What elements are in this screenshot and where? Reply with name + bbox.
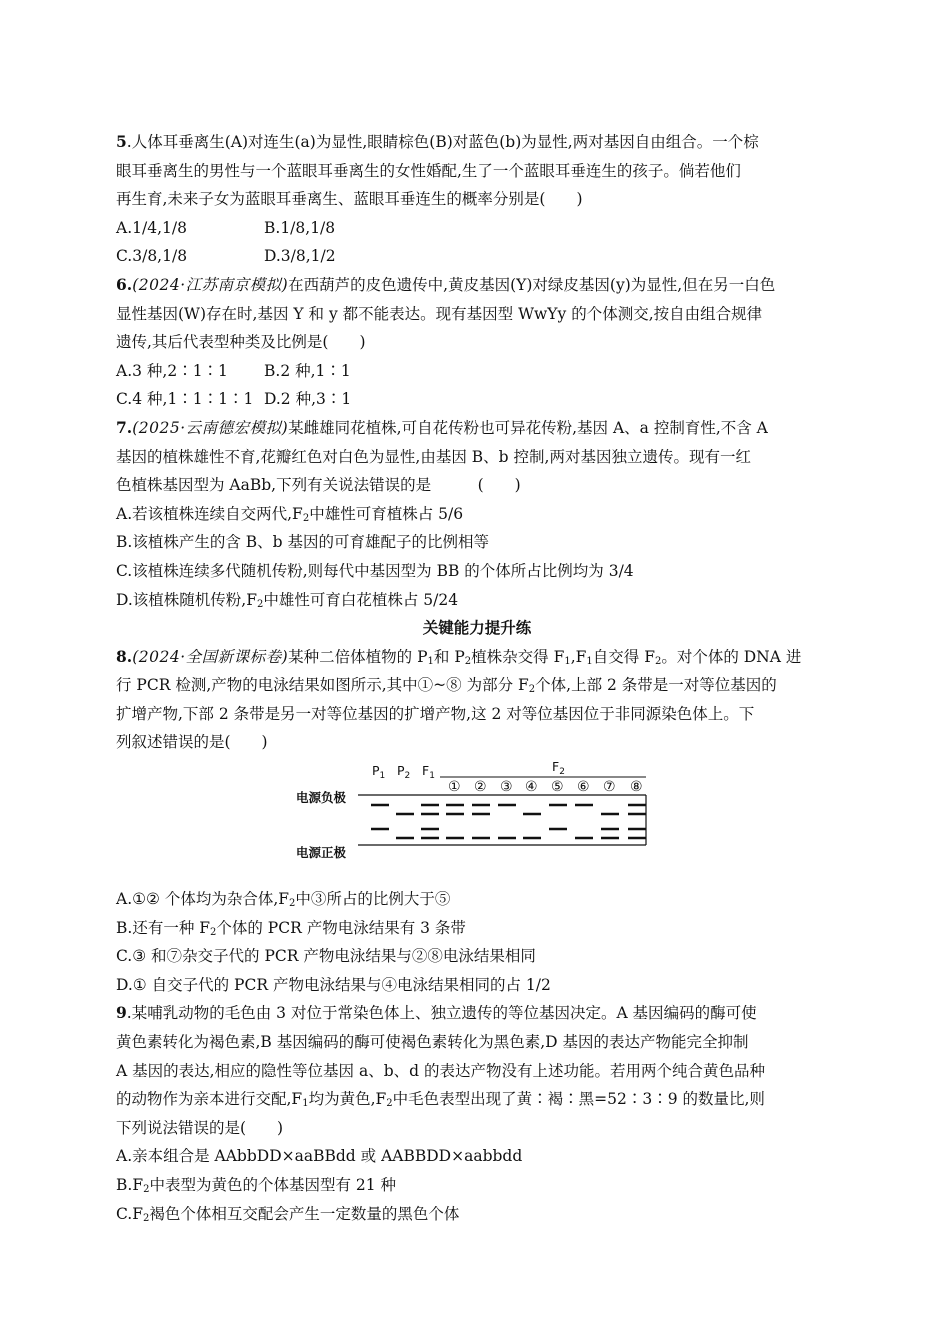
question-text: A 基因的表达,相应的隐性等位基因 a、b、d 的表达产物没有上述功能。若用两个纯合黄色品种 xyxy=(116,1061,765,1080)
question-text: 眼耳垂离生的男性与一个蓝眼耳垂离生的女性婚配,生了一个蓝眼耳垂连生的孩子。倘若他们 xyxy=(116,161,741,180)
option-d: D.① 自交子代的 PCR 产物电泳结果与④电泳结果相同的占 1/2 xyxy=(116,975,551,994)
question-6: 6.(2024·江苏南京模拟)在西葫芦的皮色遗传中,黄皮基因(Y)对绿皮基因(y)为显性,但在另一白色 显性基因(W)存在时,基因 Y 和 y 都不能表达。现有基因型 WwYy 的个体测交,按自由组合规律 遗传,其后代表型种类及比例是( ) A.3 种,2∶1∶1 B.2 种,1∶1 C.4 种,1∶1∶1∶1 D.2 种,3∶1 xyxy=(116,271,838,414)
question-text: 下列说法错误的是( ) xyxy=(116,1118,284,1137)
question-text: 8.(2024·全国新课标卷)某种二倍体植物的 $P_1$和 $P_2$植株杂交得 $F_1,F_1$自交得 $F_2$。对个体的 DNA 进 xyxy=(116,646,802,667)
question-number: 9 xyxy=(116,1003,127,1023)
question-5 xyxy=(116,128,838,271)
label-p1: $P_1$ xyxy=(372,763,386,782)
question-text: 行 PCR 检测,产物的电泳结果如图所示,其中①~⑧ 为部分 $F_2$个体,上部 2 条带是一对等位基因的 xyxy=(116,676,777,696)
question-source: (2024·江苏南京模拟) xyxy=(132,275,289,294)
question-text: 某雌雄同花植株,可自花传粉也可异花传粉,基因 A、a 控制育性,不含 A xyxy=(288,418,768,437)
option-b: B.1/8,1/8 xyxy=(264,218,336,237)
question-number: 5 xyxy=(116,132,127,151)
negative-electrode-label: 电源负极 xyxy=(296,790,347,806)
question-9 xyxy=(116,999,838,1228)
option-c: C.4 种,1∶1∶1∶1 xyxy=(116,390,254,409)
option-a: A.3 种,2∶1∶1 xyxy=(116,361,228,380)
question-text: 列叙述错误的是( ) xyxy=(116,733,268,752)
option-a: A.1/4,1/8 xyxy=(116,218,187,237)
option-a: A.①② 个体均为杂合体$,F_2$中③所占的比例大于⑤ xyxy=(116,890,451,910)
individual-label: ① xyxy=(448,779,461,796)
question-text: 基因的植株雄性不育,花瓣红色对白色为显性,由基因 B、b 控制,两对基因独立遗传。现有一红 xyxy=(116,447,751,466)
question-text: 色植株基因型为 AaBb,下列有关说法错误的是 ( ) xyxy=(116,476,521,495)
option-c: $C.F_2$褐色个体相互交配会产生一定数量的黑色个体 xyxy=(116,1204,460,1224)
question-number: 6 xyxy=(116,274,127,294)
option-b: B.2 种,1∶1 xyxy=(264,361,351,380)
individual-label: ⑤ xyxy=(551,779,564,796)
question-text: 再生育,未来子女为蓝眼耳垂离生、蓝眼耳垂连生的概率分别是( ) xyxy=(116,190,583,209)
option-a: A.若该植株连续自交两代$,F_2$中雄性可育植株占 5/6 xyxy=(116,504,464,524)
section-title: 关键能力提升练 xyxy=(422,618,532,638)
question-text: .某哺乳动物的毛色由 3 对位于常染色体上、独立遗传的等位基因决定。A 基因编码的酶可使 xyxy=(126,1004,757,1023)
label-f1: $F_1$ xyxy=(422,763,435,782)
question-text: 显性基因(W)存在时,基因 Y 和 y 都不能表达。现有基因型 WwYy 的个体测交,按自由组合规律 xyxy=(116,304,763,323)
question-source: (2025·云南德宏模拟) xyxy=(132,418,289,437)
option-b: $B.F_2$中表型为黄色的个体基因型有 21 种 xyxy=(116,1176,397,1195)
option-d: D.该植株随机传粉$,F_2$中雄性可育白花植株占 5/24 xyxy=(116,590,459,610)
individual-label: ⑦ xyxy=(603,779,616,796)
question-text: 黄色素转化为褐色素,B 基因编码的酶可使褐色素转化为黑色素,D 基因的表达产物能完全抑制 xyxy=(116,1033,749,1052)
individual-label: ⑥ xyxy=(577,779,590,796)
label-f2: $F_2$ xyxy=(552,759,565,778)
question-text: .人体耳垂离生(A)对连生(a)为显性,眼睛棕色(B)对蓝色(b)为显性,两对基因自由组合。一个棕 xyxy=(126,133,759,151)
option-c: C.③ 和⑦杂交子代的 PCR 产物电泳结果与②⑧电泳结果相同 xyxy=(116,947,536,966)
option-b: B.还有一种 $F_2$个体的 PCR 产物电泳结果有 3 条带 xyxy=(116,918,466,938)
individual-label: ② xyxy=(474,779,487,796)
question-text: 扩增产物,下部 2 条带是另一对等位基因的扩增产物,这 2 对等位基因位于非同源染色体上。下 xyxy=(116,704,755,723)
question-number: 8 xyxy=(116,646,127,666)
page xyxy=(116,128,838,1228)
question-source: (2024·全国新课标卷) xyxy=(132,647,289,666)
option-b: B.该植株产生的含 B、b 基因的可育雄配子的比例相等 xyxy=(116,533,489,552)
individual-label: ④ xyxy=(525,779,538,796)
option-a: A.亲本组合是 AAbbDD×aaBBdd 或 AABBDD×aabbdd xyxy=(116,1147,523,1166)
individual-label: ⑧ xyxy=(630,779,643,796)
question-number: 7 xyxy=(116,417,127,437)
electrophoresis-figure xyxy=(116,757,838,885)
question-text: 遗传,其后代表型种类及比例是( ) xyxy=(116,333,366,352)
label-p2: $P_2$ xyxy=(397,763,411,782)
individual-label: ③ xyxy=(500,779,513,796)
positive-electrode-label: 电源正极 xyxy=(296,845,347,861)
question-7: 7.(2025·云南德宏模拟)某雌雄同花植株,可自花传粉也可异花传粉,基因 A、a 控制育性,不含 A 基因的植株雄性不育,花瓣红色对白色为显性,由基因 B、b 控制,两对基因独立遗传。现有一红 色植株基因型为 AaBb,下列有关说法错误的是 ( ) A.若该植株连续自交两代$,F_2$中雄性可育植株占 5/6 B.该植株产生的含 B、b 基因的可育雄配子的比例相等 C.该植株连续多代随机传粉,则每代中基因型为 BB 的个体所占比例均为 3/4 D.该植株随机传粉$,F_2$中雄性可育白花植株占 5/24 xyxy=(116,414,838,614)
electrophoresis-diagram xyxy=(294,757,774,885)
option-c: C.3/8,1/8 xyxy=(116,247,188,266)
question-text: 在西葫芦的皮色遗传中,黄皮基因(Y)对绿皮基因(y)为显性,但在另一白色 xyxy=(288,275,776,294)
question-8 xyxy=(116,643,838,1000)
option-d: D.2 种,3∶1 xyxy=(264,390,352,409)
question-text: 的动物作为亲本进行交配$,F_1$均为黄色$,F_2$中毛色表型出现了黄∶褐∶黑=52∶3∶9 的数量比,则 xyxy=(116,1090,765,1110)
option-d: D.3/8,1/2 xyxy=(264,247,336,266)
option-c: C.该植株连续多代随机传粉,则每代中基因型为 BB 的个体所占比例均为 3/4 xyxy=(116,561,634,580)
